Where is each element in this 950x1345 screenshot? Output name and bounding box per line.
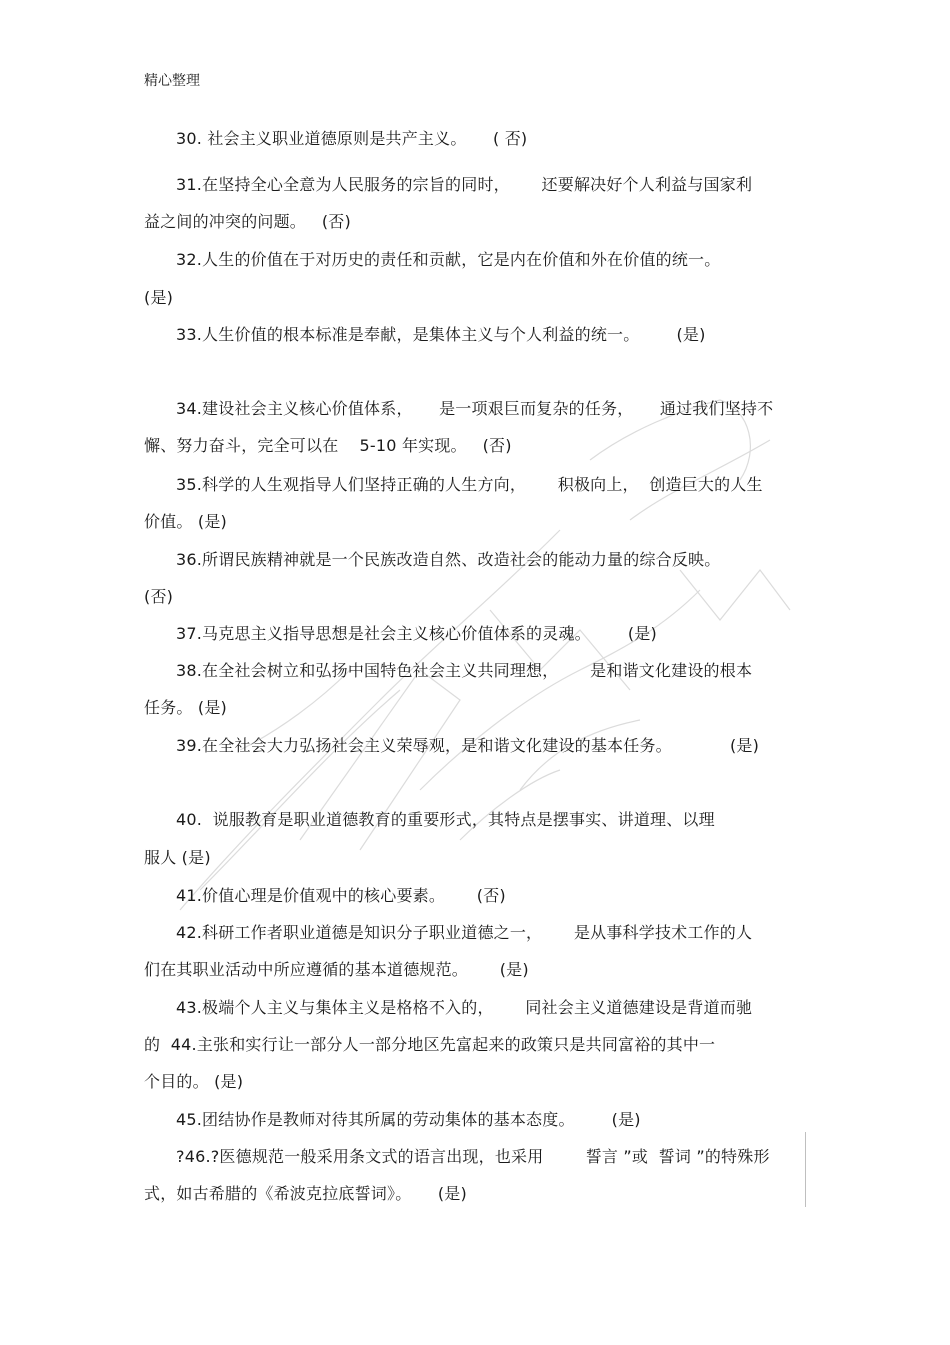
- text-line: 45.团结协作是教师对待其所属的劳动集体的基本态度。 (是): [176, 1110, 641, 1129]
- text-line: 43.极端个人主义与集体主义是格格不入的， 同社会主义道德建设是背道而驰: [176, 998, 753, 1017]
- text-line: (否): [144, 587, 174, 606]
- text-line: 42.科研工作者职业道德是知识分子职业道德之一， 是从事科学技术工作的人: [176, 923, 753, 942]
- text-line: 懈、努力奋斗，完全可以在 5-10 年实现。 (否): [144, 436, 512, 455]
- text-line: 37.马克思主义指导思想是社会主义核心价值体系的灵魂。 (是): [176, 624, 657, 643]
- text-line: 39.在全社会大力弘扬社会主义荣辱观，是和谐文化建设的基本任务。 (是): [176, 736, 760, 755]
- text-line: 36.所谓民族精神就是一个民族改造自然、改造社会的能动力量的综合反映。: [176, 550, 721, 569]
- text-line: 的 44.主张和实行让一部分人一部分地区先富起来的政策只是共同富裕的其中一: [144, 1035, 716, 1054]
- text-line: 个目的。 (是): [144, 1072, 244, 1091]
- text-line: 35.科学的人生观指导人们坚持正确的人生方向， 积极向上， 创造巨大的人生: [176, 475, 763, 494]
- text-line: 34.建设社会主义核心价值体系， 是一项艰巨而复杂的任务， 通过我们坚持不: [176, 399, 774, 418]
- text-line: 益之间的冲突的问题。 (否): [144, 212, 351, 231]
- text-line: 价值。 (是): [144, 512, 227, 531]
- text-line: 38.在全社会树立和弘扬中国特色社会主义共同理想， 是和谐文化建设的根本: [176, 661, 753, 680]
- text-line: 32.人生的价值在于对历史的责任和贡献，它是内在价值和外在价值的统一。: [176, 250, 721, 269]
- text-line: 40. 说服教育是职业道德教育的重要形式，其特点是摆事实、讲道理、以理: [176, 810, 715, 829]
- page-header: 精心整理: [144, 73, 200, 89]
- text-line: (是): [144, 288, 174, 307]
- text-line: 任务。 (是): [144, 698, 227, 717]
- text-line: 41.价值心理是价值观中的核心要素。 (否): [176, 886, 506, 905]
- right-border-line: [805, 1132, 806, 1207]
- text-line: 30. 社会主义职业道德原则是共产主义。 ( 否): [176, 129, 528, 148]
- text-line: 服人 (是): [144, 848, 211, 867]
- text-line: 31.在坚持全心全意为人民服务的宗旨的同时， 还要解决好个人利益与国家利: [176, 175, 753, 194]
- text-line: 式，如古希腊的《希波克拉底誓词》。 (是): [144, 1184, 467, 1203]
- text-line: ?46.?医德规范一般采用条文式的语言出现，也采用 誓言 ”或 誓词 ”的特殊形: [176, 1147, 770, 1166]
- text-line: 们在其职业活动中所应遵循的基本道德规范。 (是): [144, 960, 529, 979]
- text-line: 33.人生价值的根本标准是奉献，是集体主义与个人利益的统一。 (是): [176, 325, 706, 344]
